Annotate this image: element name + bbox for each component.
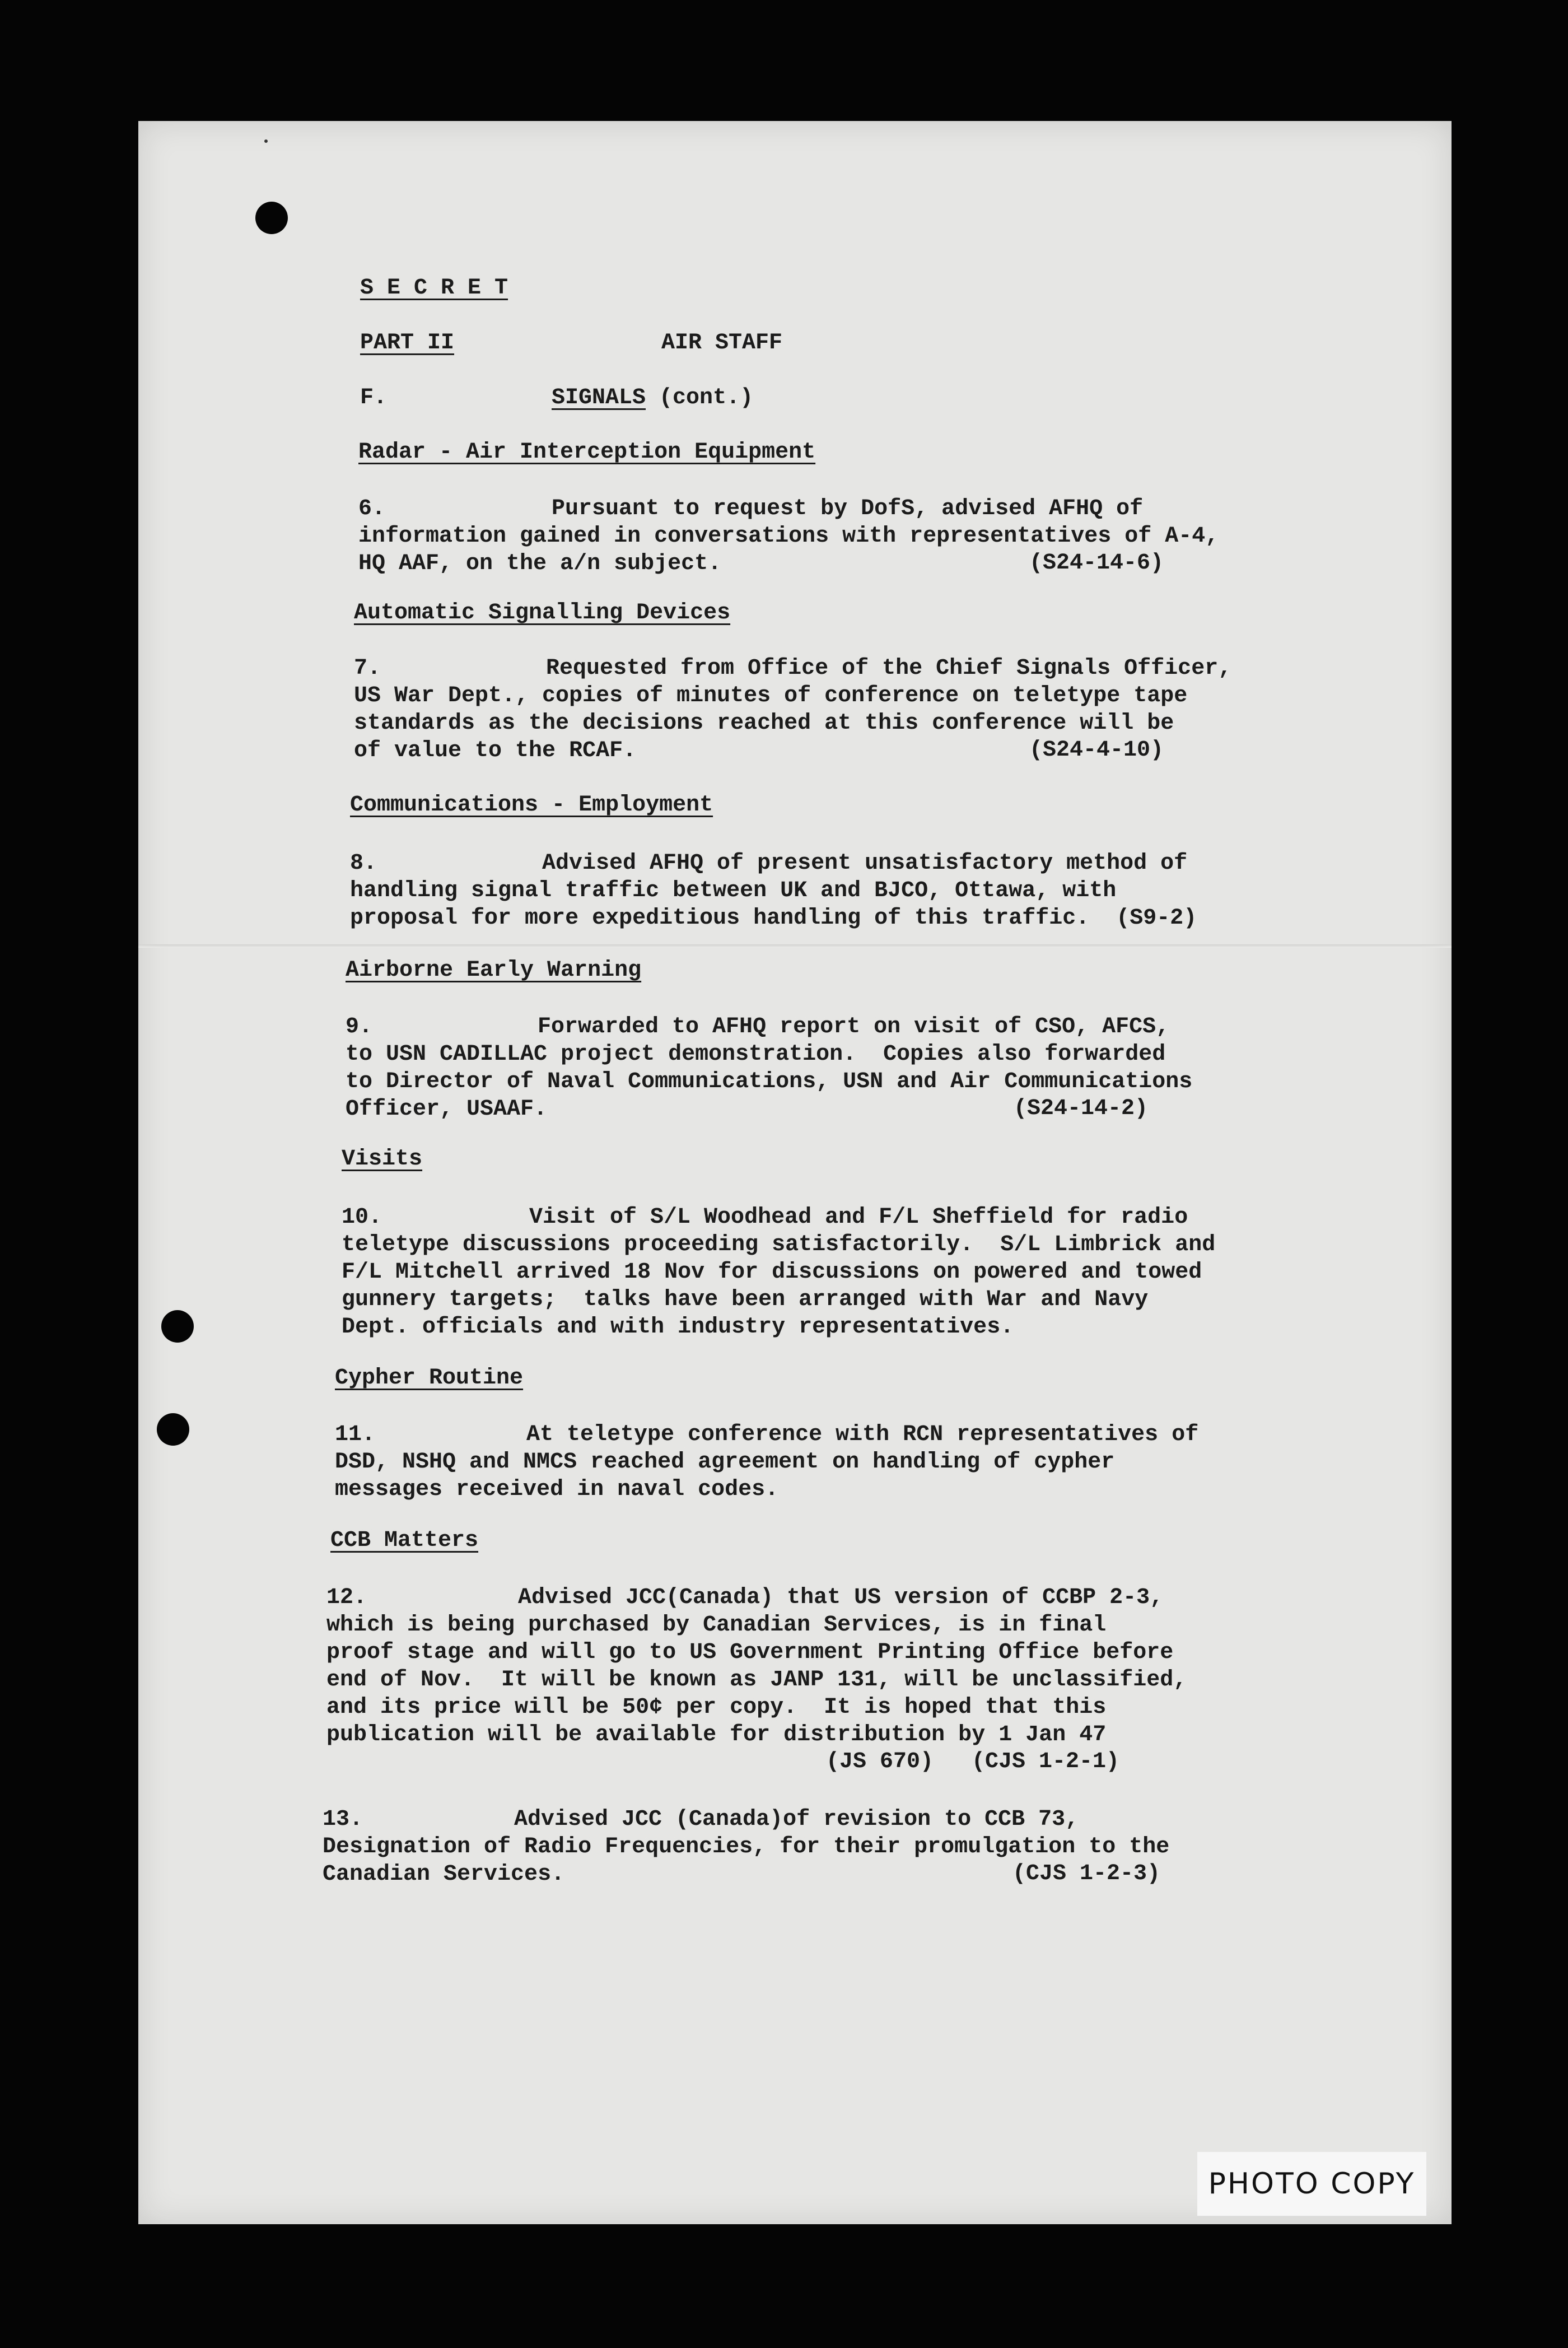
paragraph-line: Canadian Services. — [323, 1862, 565, 1887]
paragraph-line: to Director of Naval Communications, USN and Air Communications — [346, 1069, 1193, 1094]
paragraph-line: publication will be available for distribution by 1 Jan 47 — [326, 1722, 1107, 1748]
section-name: SIGNALS — [552, 385, 646, 411]
paragraph-number: 11. — [335, 1422, 376, 1447]
paragraph-line: information gained in conversations with representatives of A-4, — [358, 524, 1219, 549]
paragraph-line: Requested from Office of the Chief Signals Officer, — [546, 656, 1232, 681]
section-heading: Visits — [342, 1147, 423, 1172]
paragraph-line: F/L Mitchell arrived 18 Nov for discussions on powered and towed — [342, 1260, 1202, 1285]
paragraph-line: proposal for more expeditious handling of this traffic. (S9-2) — [350, 906, 1197, 931]
section-heading: Radar - Air Interception Equipment — [358, 440, 816, 465]
photocopy-stamp: PHOTO COPY — [1197, 2152, 1426, 2216]
file-reference: (CJS 1-2-1) — [972, 1749, 1120, 1774]
paragraph-number: 13. — [323, 1807, 363, 1832]
file-reference: (S24-4-10) — [1029, 738, 1164, 763]
section-heading: Communications - Employment — [350, 793, 713, 818]
paragraph-line: At teletype conference with RCN representatives of — [526, 1422, 1199, 1447]
section-heading: Airborne Early Warning — [346, 958, 642, 983]
paragraph-line: of value to the RCAF. — [354, 738, 637, 763]
paragraph-line: proof stage and will go to US Government Printing Office before — [326, 1640, 1174, 1665]
file-reference: (CJS 1-2-3) — [1012, 1861, 1161, 1886]
paragraph-number: 9. — [346, 1014, 373, 1040]
paragraph-number: 10. — [342, 1205, 382, 1230]
paragraph-line: and its price will be 50¢ per copy. It is hoped that this — [326, 1695, 1107, 1720]
paragraph-number: 7. — [354, 656, 381, 681]
paragraph-number: 8. — [350, 851, 377, 876]
part-label: PART II — [360, 330, 455, 356]
paragraph-line: Forwarded to AFHQ report on visit of CSO, AFCS, — [538, 1014, 1170, 1040]
section-f-label: F. — [360, 385, 388, 411]
part-heading — [360, 330, 816, 356]
paragraph-line: HQ AAF, on the a/n subject. — [358, 551, 722, 576]
paper-speck — [264, 139, 268, 143]
section-suffix: (cont.) — [659, 385, 754, 411]
staff-label: AIR STAFF — [661, 330, 783, 356]
paragraph-line: Advised JCC(Canada) that US version of CCBP 2-3, — [518, 1585, 1164, 1610]
file-reference: (S24-14-2) — [1014, 1096, 1149, 1121]
paragraph-line: Advised JCC (Canada)of revision to CCB 73, — [514, 1807, 1079, 1832]
section-heading: CCB Matters — [330, 1528, 479, 1553]
paragraph-line: teletype discussions proceeding satisfactorily. S/L Limbrick and — [342, 1232, 1216, 1257]
punch-hole — [157, 1413, 189, 1446]
paragraph-line: messages received in naval codes. — [335, 1477, 779, 1502]
file-reference: (JS 670) — [826, 1749, 934, 1774]
paragraph-line: Designation of Radio Frequencies, for their promulgation to the — [323, 1834, 1170, 1860]
section-heading: Automatic Signalling Devices — [354, 600, 731, 626]
file-reference: (S24-14-6) — [1029, 551, 1164, 576]
paragraph-line: Pursuant to request by DofS, advised AFHQ of — [552, 496, 1144, 521]
paragraph-line: gunnery targets; talks have been arranged with War and Navy — [342, 1287, 1149, 1312]
paragraph-line: which is being purchased by Canadian Services, is in final — [326, 1613, 1107, 1638]
paragraph-line: Visit of S/L Woodhead and F/L Sheffield for radio — [529, 1205, 1188, 1230]
paragraph-line: Officer, USAAF. — [346, 1097, 548, 1122]
section-name-line — [552, 385, 753, 411]
punch-hole — [255, 202, 288, 234]
paragraph-line: DSD, NSHQ and NMCS reached agreement on handling of cypher — [335, 1450, 1115, 1475]
section-heading: Cypher Routine — [335, 1366, 524, 1391]
paragraph-number: 12. — [326, 1585, 367, 1610]
paragraph-line: Dept. officials and with industry representatives. — [342, 1315, 1014, 1340]
paragraph-line: US War Dept., copies of minutes of conference on teletype tape — [354, 683, 1188, 709]
paragraph-line: to USN CADILLAC project demonstration. Copies also forwarded — [346, 1042, 1166, 1067]
punch-hole — [161, 1310, 194, 1343]
document-page — [138, 121, 1452, 2224]
page-fold-line — [138, 944, 1452, 948]
paragraph-line: Advised AFHQ of present unsatisfactory method of — [542, 851, 1188, 876]
paragraph-line: standards as the decisions reached at this conference will be — [354, 711, 1174, 736]
paragraph-line: handling signal traffic between UK and BJCO, Ottawa, with — [350, 878, 1117, 903]
paragraph-line: end of Nov. It will be known as JANP 131, will be unclassified, — [326, 1667, 1187, 1693]
paragraph-number: 6. — [358, 496, 386, 521]
classification-heading: S E C R E T — [360, 276, 508, 301]
